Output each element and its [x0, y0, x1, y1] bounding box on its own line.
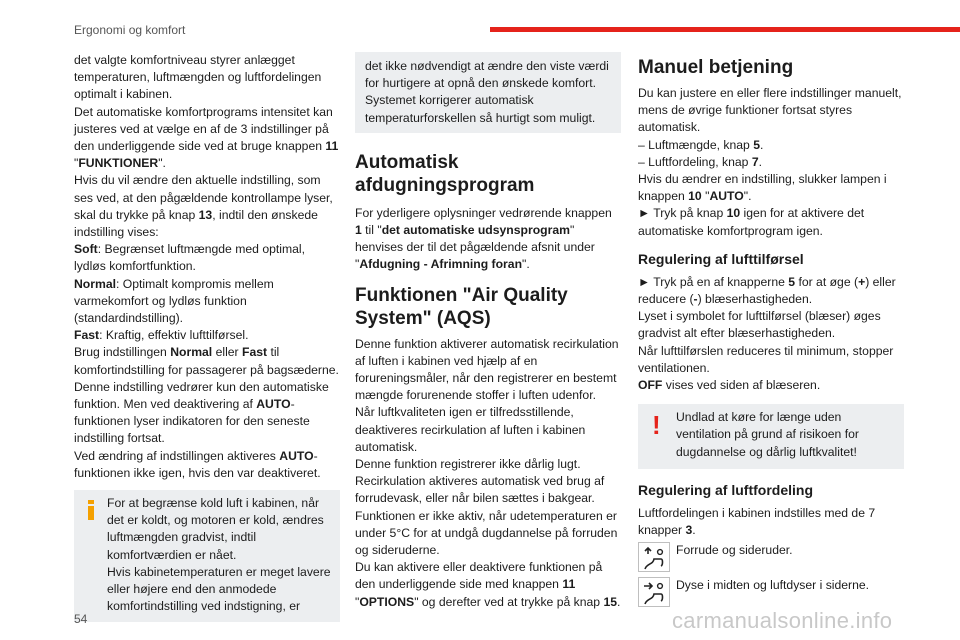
info-note-continued-text: det ikke nødvendigt at ændre den viste værdi for hurtigere at opnå den ønskede komfort. Systemet korrigerer automatisk temperaturforskellen så hurtigt som muligt.	[365, 59, 609, 125]
heading-manual: Manuel betjening	[638, 57, 794, 78]
soft-setting: Soft: Begrænset luftmængde med optimal, lydløs komfortfunktion.	[74, 242, 305, 274]
heading-defog: Automatisk afdugningsprogram	[355, 151, 535, 196]
heading-air-distribution: Regulering af luftfordeling	[638, 481, 813, 498]
watermark: carmanualsonline.info	[672, 608, 893, 633]
center-side-vent-label: Dyse i midten og luftdyser i siderne.	[676, 578, 870, 593]
usage-paragraph: Brug indstillingen Normal eller Fast til komfortindstilling for passagerer på bagsæderne. Denne indstilling vedrører kun den automatiske funktion. Men ved deaktivering af AUTO-funktionen lyser indikatoren for den seneste indstilling fortsat. Ved ændring af indstillingen aktiveres AUTO-funktionen ikke igen, hvis den var deaktiveret.	[74, 345, 339, 480]
manual-paragraph: Du kan justere en eller flere indstillinger manuelt, mens de øvrige funktioner fortsat styres automatisk. – Luftmængde, knap 5. – Luftfordeling, knap 7. Hvis du ændrer en indstilling, slukker lampen i knappen 10 "AUTO". ► Tryk på knap 10 igen for at aktivere det automatiske komfortprogram igen.	[638, 86, 902, 238]
header-accent-bar	[490, 27, 960, 32]
page-number: 54	[74, 612, 88, 626]
column-3	[638, 52, 904, 607]
fast-setting: Fast: Kraftig, effektiv lufttilførsel.	[74, 328, 249, 343]
warning-note	[638, 404, 904, 469]
warning-icon: !	[652, 410, 661, 441]
comfort-intensity-paragraph: det valgte komfortniveau styrer anlægget temperaturen, luftmængden og luftfordelingen optimalt i kabinen. Det automatiske komfortprograms intensitet kan justeres ved at vælge en af de 3 indstillinger på den underliggende side ved at bruge knappen 11 "FUNKTIONER". Hvis du vil ændre den aktuelle indstilling, som ses ved, at den pågældende kontrollampe lyser, skal du trykke på knap 13, indtil den ønskede indstilling vises:	[74, 53, 339, 240]
info-note-text: For at begrænse kold luft i kabinen, når det er koldt, og motoren er kold, ændres luftmængden gradvist, indtil komfortværdien er nået. Hvis kabinetemperaturen er meget lavere eller højere end den anmodede komfortindstilling ved indstigning, er	[107, 496, 331, 614]
info-note-continued	[355, 52, 621, 133]
aqs-paragraph: Denne funktion aktiverer automatisk recirkulation af luften i kabinen ved hjælp af en forureningsmåler, når den registrerer en bestemt mængde forurenende stoffer i luften udenfor. Når luftkvaliteten igen er tilfredsstillende, deaktiveres recirkulation af luften i kabinen automatisk. Denne funktion registrerer ikke dårlig lugt. Recirkulation aktiveres automatisk ved brug af forrudevask, eller når bilen sættes i bakgear. Funktionen er ikke aktiv, når udetemperaturen er under 5°C for at undgå dugdannelse på forruden og sideruderne. Du kan aktivere eller deaktivere funktionen på den underliggende side med knappen 11 "OPTIONS" og derefter ved at trykke på knap 15.	[355, 336, 621, 609]
header-title: Ergonomi og komfort	[74, 23, 186, 37]
center-side-vent-icon	[638, 577, 670, 607]
info-note	[74, 490, 340, 621]
defog-paragraph: For yderligere oplysninger vedrørende knappen 1 til "det automatiske udsynsprogram" henvises der til det pågældende afsnit under "Afdugning - Afrimning foran".	[355, 205, 612, 272]
windscreen-vent-label: Forrude og sideruder.	[676, 543, 793, 558]
air-distribution-paragraph: Luftfordelingen i kabinen indstilles med de 7 knapper 3.	[638, 505, 876, 538]
warning-text: Undlad at køre for længe uden ventilation på grund af risikoen for dugdannelse og dårlig luftkvalitet!	[676, 410, 859, 459]
normal-setting: Normal: Optimalt kompromis mellem varmekomfort og lydløs funktion (standardindstilling).	[74, 276, 274, 326]
column-1	[74, 52, 340, 622]
air-supply-paragraph: ► Tryk på en af knapperne 5 for at øge (+) eller reducere (-) blæserhastigheden. Lyset i symbolet for lufttilførsel (blæser) øges gradvist alt efter blæserhastigheden. Når lufttilførslen reduceres til minimum, stopper ventilationen. OFF vises ved siden af blæseren.	[638, 274, 896, 393]
distribution-windscreen-row	[638, 542, 904, 572]
windscreen-vent-icon	[638, 542, 670, 572]
distribution-center-row	[638, 577, 904, 607]
column-2	[355, 52, 621, 611]
heading-aqs: Funktionen "Air Quality System" (AQS)	[355, 284, 568, 329]
info-icon	[88, 500, 94, 520]
heading-air-supply: Regulering af lufttilførsel	[638, 250, 804, 267]
